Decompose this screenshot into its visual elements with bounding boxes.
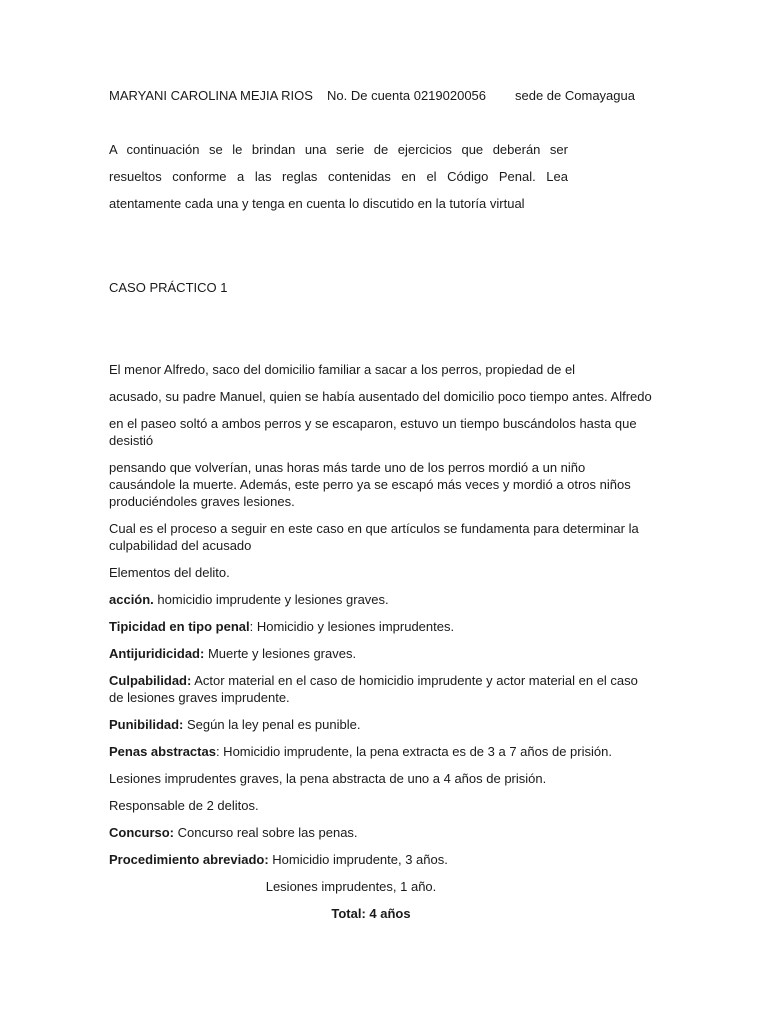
student-name: MARYANI CAROLINA MEJIA RIOS xyxy=(109,88,313,103)
analysis-text: Actor material en el caso de homicidio imprudente y actor material en el caso de lesiones graves imprudente. xyxy=(109,673,638,705)
total-sentence: Total: 4 años xyxy=(331,906,411,921)
analysis-tipicidad xyxy=(109,618,655,635)
analysis-label: Tipicidad en tipo penal xyxy=(109,619,250,634)
case-paragraph-3: en el paseo soltó a ambos perros y se escaparon, estuvo un tiempo buscándolos hasta que desistió xyxy=(109,416,637,448)
analysis-culpabilidad xyxy=(109,672,655,706)
analysis-text: : Homicidio y lesiones imprudentes. xyxy=(249,619,455,634)
student-header xyxy=(109,87,655,104)
elements-heading: Elementos del delito. xyxy=(109,565,230,580)
analysis-text: Muerte y lesiones graves. xyxy=(204,646,357,661)
case-paragraph-1: El menor Alfredo, saco del domicilio familiar a sacar a los perros, propiedad de el xyxy=(109,362,576,377)
analysis-text: Según la ley penal es punible. xyxy=(183,717,361,732)
analysis-antijuridicidad xyxy=(109,645,655,662)
analysis-label: Antijuridicidad: xyxy=(109,646,205,661)
analysis-label: acción. xyxy=(109,592,154,607)
case-body xyxy=(109,361,655,932)
concurso-label: Concurso: xyxy=(109,825,174,840)
procedimiento-text: Homicidio imprudente, 3 años. xyxy=(268,852,448,867)
lesiones-line: Lesiones imprudentes graves, la pena abstracta de uno a 4 años de prisión. xyxy=(109,771,547,786)
analysis-text: : Homicidio imprudente, la pena extracta es de 3 a 7 años de prisión. xyxy=(215,744,612,759)
instructions-line-1: A continuación se le brindan una serie de ejercicios que deberán ser xyxy=(109,142,568,157)
responsable-line: Responsable de 2 delitos. xyxy=(109,798,259,813)
concurso-text: Concurso real sobre las penas. xyxy=(174,825,358,840)
case-title: CASO PRÁCTICO 1 xyxy=(109,280,228,295)
analysis-label: Penas abstractas xyxy=(109,744,216,759)
analysis-accion xyxy=(109,591,655,608)
analysis-punibilidad xyxy=(109,716,655,733)
lesiones-sentence: Lesiones imprudentes, 1 año. xyxy=(265,879,437,894)
campus: sede de Comayagua xyxy=(515,88,635,103)
procedimiento-line xyxy=(109,851,655,868)
case-paragraph-2: acusado, su padre Manuel, quien se había ausentado del domicilio poco tiempo antes. Alfredo xyxy=(109,389,652,404)
analysis-label: Punibilidad: xyxy=(109,717,184,732)
instructions-line-2: resueltos conforme a las reglas contenidas en el Código Penal. Lea xyxy=(109,169,568,184)
case-paragraph-4: pensando que volverían, unas horas más tarde uno de los perros mordió a un niño causándole la muerte. Además, este perro ya se escapó más veces y mordió a otros niños produciéndoles graves lesiones. xyxy=(109,460,631,509)
analysis-text: homicidio imprudente y lesiones graves. xyxy=(153,592,389,607)
concurso-line xyxy=(109,824,655,841)
analysis-penas-abstractas xyxy=(109,743,655,760)
instructions xyxy=(109,141,655,222)
account-number: No. De cuenta 0219020056 xyxy=(327,88,487,103)
analysis-label: Culpabilidad: xyxy=(109,673,192,688)
procedimiento-label: Procedimiento abreviado: xyxy=(109,852,269,867)
instructions-line-3: atentamente cada una y tenga en cuenta lo discutido en la tutoría virtual xyxy=(109,196,525,211)
case-question: Cual es el proceso a seguir en este caso en que artículos se fundamenta para determinar la culpabilidad del acusado xyxy=(109,521,639,553)
